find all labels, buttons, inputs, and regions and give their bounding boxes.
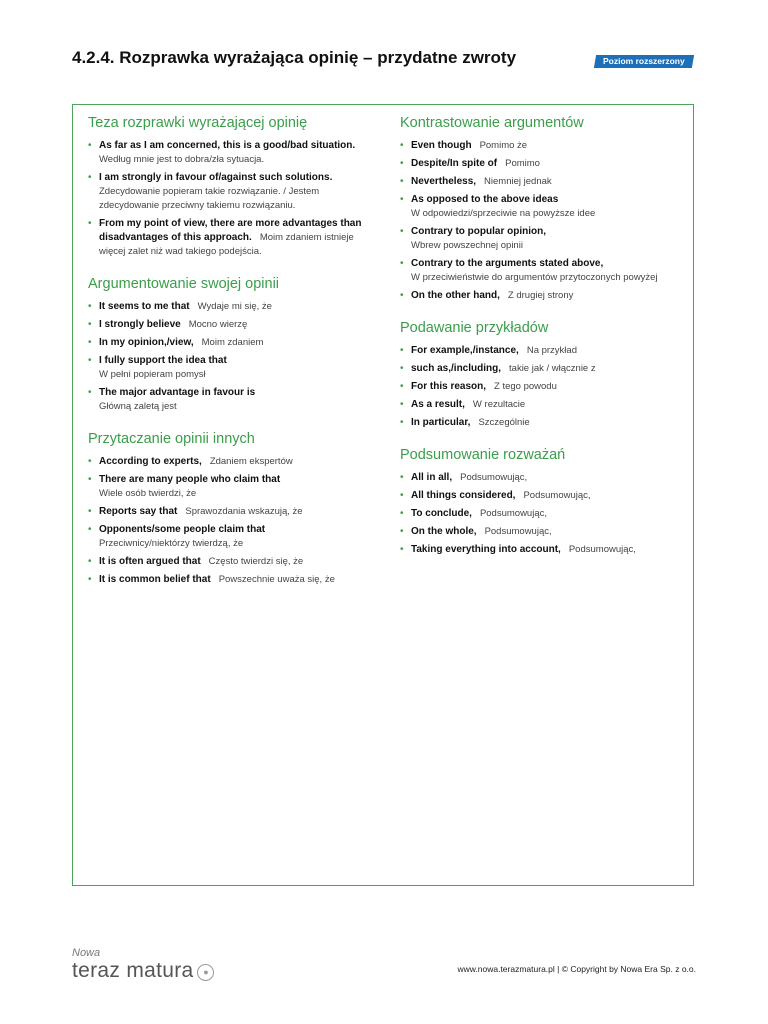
logo-small-text: Nowa (72, 947, 101, 959)
phrase-item (88, 300, 378, 314)
phrase-en: According to experts, (99, 456, 202, 467)
phrase-item (400, 157, 675, 171)
phrase-item (400, 225, 675, 253)
section-thesis (88, 114, 378, 259)
phrase-list (88, 300, 378, 414)
phrase-en: The major advantage in favour is (99, 387, 256, 398)
section-examples (400, 319, 675, 430)
section-heading: Przytaczanie opinii innych (88, 431, 255, 447)
phrase-item (88, 505, 378, 519)
phrase-pl: W odpowiedzi/sprzeciwie na powyższe idee (411, 208, 596, 219)
phrase-en: To conclude, (411, 508, 472, 519)
phrase-pl: Moim zdaniem istnieje więcej zalet niż wad takiego podejścia. (99, 232, 354, 257)
phrase-item (400, 380, 675, 394)
phrase-item (400, 525, 675, 539)
phrase-item (400, 139, 675, 153)
phrase-pl: Przeciwnicy/niektórzy twierdzą, że (99, 538, 244, 549)
phrase-pl: Zdaniem ekspertów (209, 456, 293, 467)
phrase-item (400, 257, 675, 285)
phrase-en: For this reason, (411, 381, 487, 392)
phrase-pl: Mocno wierzę (188, 319, 248, 330)
phrase-item (400, 289, 675, 303)
phrase-pl: Wydaje mi się, że (197, 301, 272, 312)
phrase-pl: Pomimo że (479, 140, 528, 151)
phrase-en: On the whole, (411, 526, 477, 537)
phrase-en: As far as I am concerned, this is a good/bad situation. (99, 140, 356, 151)
logo-main-text: teraz matura (72, 959, 194, 982)
footer-copyright: www.nowa.terazmatura.pl | © Copyright by Nowa Era Sp. z o.o. (457, 964, 696, 974)
section-heading: Kontrastowanie argumentów (400, 115, 584, 131)
phrase-en: From my point of view, there are more advantages than disadvantages of this approach. (99, 218, 362, 243)
phrase-item (88, 217, 378, 259)
phrase-list (400, 471, 675, 557)
phrase-item (88, 139, 378, 167)
level-badge (594, 55, 694, 68)
section-heading: Teza rozprawki wyrażającej opinię (88, 115, 308, 131)
level-badge-label: Poziom rozszerzony (603, 56, 685, 66)
phrase-en: Contrary to the arguments stated above, (411, 258, 604, 269)
phrase-pl: Podsumowując, (460, 472, 528, 483)
section-contrast (400, 114, 675, 303)
phrase-item (88, 336, 378, 350)
phrase-item (400, 175, 675, 189)
phrase-item (400, 543, 675, 557)
phrase-en: There are many people who claim that (99, 474, 281, 485)
phrase-item (400, 507, 675, 521)
phrase-list (400, 344, 675, 430)
phrase-item (88, 555, 378, 569)
phrase-en: It seems to me that (99, 301, 190, 312)
left-column (88, 114, 378, 603)
phrase-pl: Sprawozdania wskazują, że (185, 506, 303, 517)
phrase-item (400, 193, 675, 221)
phrase-item (400, 416, 675, 430)
phrase-pl: Niemniej jednak (484, 176, 552, 187)
phrase-en: As opposed to the above ideas (411, 194, 559, 205)
phrase-item (88, 455, 378, 469)
phrase-pl: Wbrew powszechnej opinii (411, 240, 523, 251)
section-heading: Podawanie przykładów (400, 320, 549, 336)
phrase-pl: Podsumowując, (568, 544, 636, 555)
phrase-pl: W przeciwieństwie do argumentów przytoczonych powyżej (411, 272, 658, 283)
phrase-en: All in all, (411, 472, 453, 483)
phrase-item (88, 386, 378, 414)
section-arguments (88, 275, 378, 414)
phrase-en: I fully support the idea that (99, 355, 227, 366)
phrase-pl: Główną zaletą jest (99, 401, 177, 412)
phrase-en: I am strongly in favour of/against such solutions. (99, 172, 333, 183)
phrase-en: In my opinion,/view, (99, 337, 194, 348)
phrase-pl: Powszechnie uważa się, że (218, 574, 335, 585)
phrase-en: such as,/including, (411, 363, 502, 374)
publisher-logo (72, 948, 214, 983)
phrase-pl: takie jak / włącznie z (509, 363, 596, 374)
phrase-pl: Wiele osób twierdzi, że (99, 488, 197, 499)
phrase-pl: Podsumowując, (523, 490, 591, 501)
phrase-pl: W pełni popieram pomysł (99, 369, 206, 380)
phrase-pl: W rezultacie (472, 399, 526, 410)
phrase-en: It is often argued that (99, 556, 201, 567)
phrase-en: I strongly believe (99, 319, 181, 330)
phrase-en: As a result, (411, 399, 465, 410)
phrase-item (400, 398, 675, 412)
right-column (400, 114, 675, 573)
phrase-list (88, 139, 378, 259)
phrase-pl: Zdecydowanie popieram takie rozwiązanie. / Jestem zdecydowanie przeciwny takiemu rozwiązaniu. (99, 186, 320, 211)
phrase-pl: Szczególnie (478, 417, 530, 428)
phrase-en: Nevertheless, (411, 176, 477, 187)
phrase-pl: Moim zdaniem (201, 337, 264, 348)
page-title: 4.2.4. Rozprawka wyrażająca opinię – przydatne zwroty (72, 48, 517, 67)
phrase-pl: Pomimo (505, 158, 540, 169)
section-summary (400, 446, 675, 557)
phrase-en: Opponents/some people claim that (99, 524, 266, 535)
phrase-item (400, 489, 675, 503)
phrase-pl: Podsumowując, (484, 526, 552, 537)
phrase-en: In particular, (411, 417, 471, 428)
phrase-list (400, 139, 675, 303)
phrase-item (400, 471, 675, 485)
section-heading: Argumentowanie swojej opinii (88, 276, 280, 292)
phrase-pl: Podsumowując, (479, 508, 547, 519)
phrase-pl: Na przykład (526, 345, 577, 356)
lightbulb-icon: ● (197, 964, 214, 981)
phrase-item (88, 573, 378, 587)
phrase-en: On the other hand, (411, 290, 500, 301)
phrase-item (400, 344, 675, 358)
phrase-pl: Według mnie jest to dobra/zła sytuacja. (99, 154, 265, 165)
phrase-en: It is common belief that (99, 574, 211, 585)
phrase-en: For example,/instance, (411, 345, 519, 356)
section-others-opinions (88, 430, 378, 587)
phrase-en: Contrary to popular opinion, (411, 226, 546, 237)
phrase-en: All things considered, (411, 490, 516, 501)
phrase-en: Despite/In spite of (411, 158, 498, 169)
phrase-en: Even though (411, 140, 472, 151)
phrase-item (88, 354, 378, 382)
phrase-pl: Często twierdzi się, że (208, 556, 304, 567)
phrase-item (88, 523, 378, 551)
phrase-item (88, 318, 378, 332)
phrase-item (88, 171, 378, 213)
phrase-pl: Z drugiej strony (507, 290, 574, 301)
phrase-en: Taking everything into account, (411, 544, 561, 555)
phrase-list (88, 455, 378, 587)
phrase-item (88, 473, 378, 501)
phrase-en: Reports say that (99, 506, 178, 517)
phrase-item (400, 362, 675, 376)
section-heading: Podsumowanie rozważań (400, 447, 566, 463)
phrase-pl: Z tego powodu (494, 381, 557, 392)
